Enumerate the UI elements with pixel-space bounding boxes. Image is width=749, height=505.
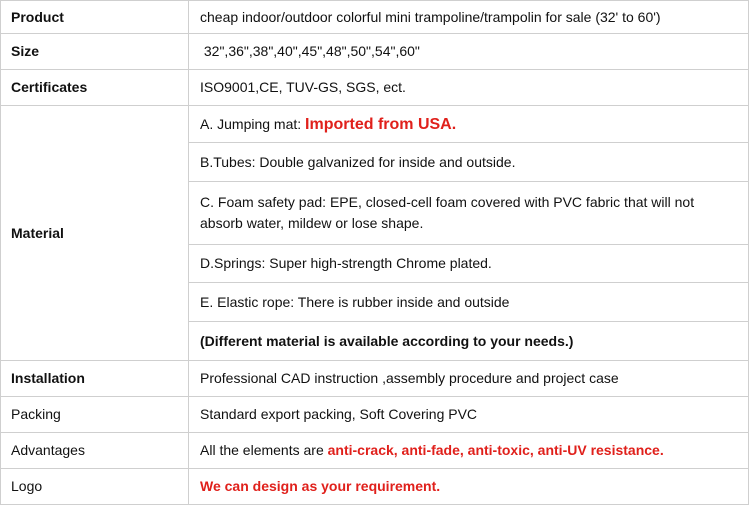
material-item-c: C. Foam safety pad: EPE, closed-cell foam covered with PVC fabric that will not absorb water, mildew or lose shape.	[189, 182, 749, 245]
material-item-e: E. Elastic rope: There is rubber inside and outside	[189, 283, 749, 322]
row-label-certificates: Certificates	[1, 70, 189, 106]
table-row	[1, 433, 749, 469]
table-row	[1, 397, 749, 433]
row-label-size: Size	[1, 34, 189, 70]
row-value-logo: We can design as your requirement.	[189, 469, 749, 505]
row-value-installation: Professional CAD instruction ,assembly procedure and project case	[189, 361, 749, 397]
material-a-highlight: Imported from USA.	[305, 115, 457, 133]
advantages-highlight: anti-crack, anti-fade, anti-toxic, anti-UV resistance.	[327, 442, 664, 458]
row-value-certificates: ISO9001,CE, TUV-GS, SGS, ect.	[189, 70, 749, 106]
table-row	[1, 34, 749, 70]
row-value-size: 32",36",38",40",45",48",50",54",60"	[189, 34, 749, 70]
material-item-b: B.Tubes: Double galvanized for inside and outside.	[189, 143, 749, 182]
row-value-product: cheap indoor/outdoor colorful mini trampoline/trampolin for sale (32' to 60')	[189, 1, 749, 34]
advantages-prefix: All the elements are	[200, 442, 328, 458]
row-label-material: Material	[1, 106, 189, 361]
table-row	[1, 106, 749, 143]
table-row	[1, 469, 749, 505]
table-row	[1, 70, 749, 106]
row-value-packing: Standard export packing, Soft Covering PVC	[189, 397, 749, 433]
material-note: (Different material is available according to your needs.)	[189, 322, 749, 361]
material-item-d: D.Springs: Super high-strength Chrome plated.	[189, 245, 749, 283]
table-row	[1, 1, 749, 34]
material-a-prefix: A. Jumping mat:	[200, 115, 306, 132]
row-label-packing: Packing	[1, 397, 189, 433]
row-label-product: Product	[1, 1, 189, 34]
row-label-logo: Logo	[1, 469, 189, 505]
table-row	[1, 361, 749, 397]
material-item-a	[189, 106, 749, 143]
row-label-advantages: Advantages	[1, 433, 189, 469]
row-value-advantages	[189, 433, 749, 469]
row-label-installation: Installation	[1, 361, 189, 397]
